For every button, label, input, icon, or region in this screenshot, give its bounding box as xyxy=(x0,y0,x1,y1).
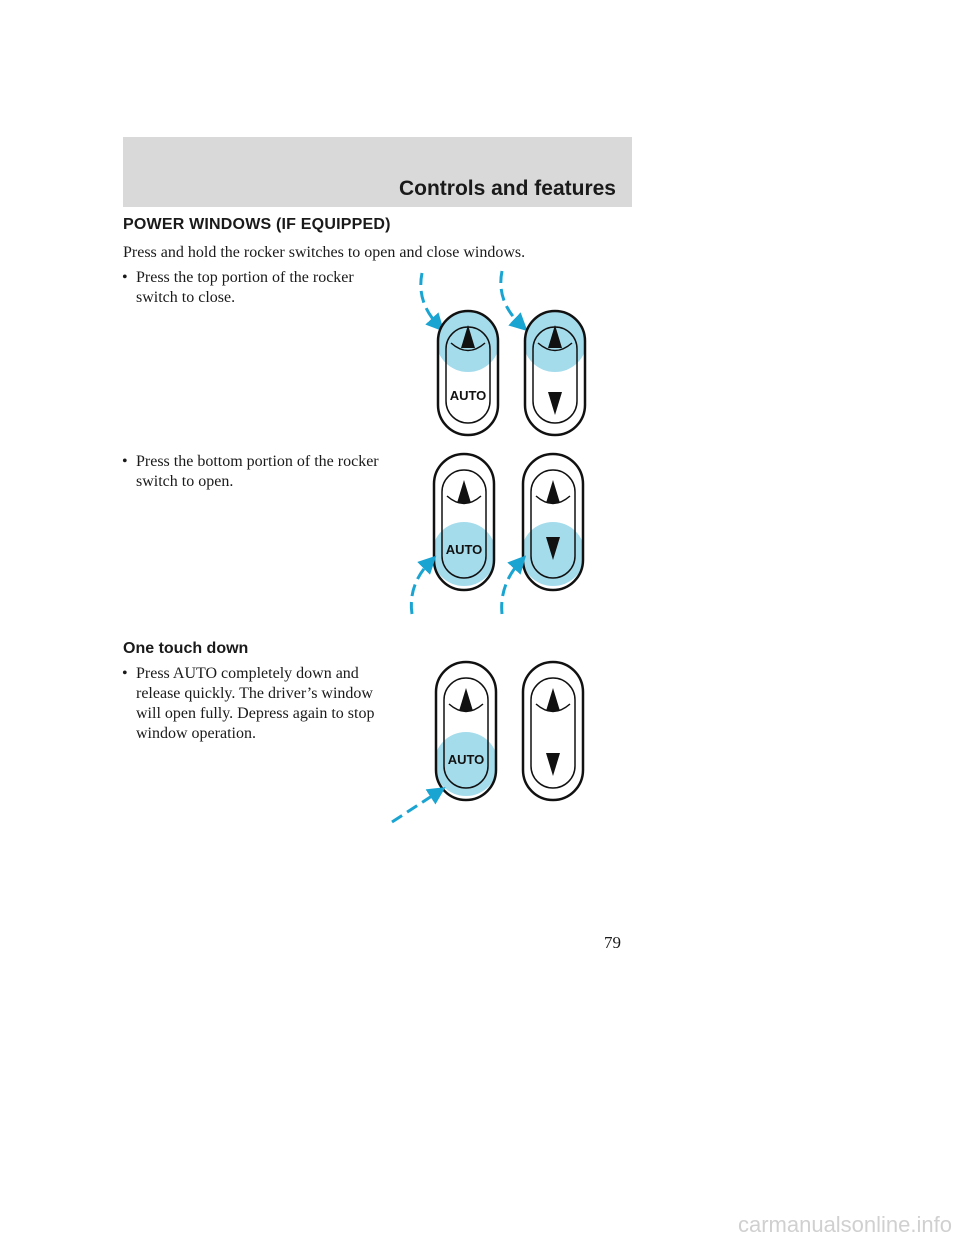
one-touch-title: One touch down xyxy=(123,640,249,657)
auto-label: AUTO xyxy=(449,388,487,403)
page-header xyxy=(123,137,632,207)
auto-label: AUTO xyxy=(445,542,483,557)
switch-diagram-open xyxy=(380,448,610,618)
header-title: Controls and features xyxy=(398,177,616,200)
press-arrow-right xyxy=(502,562,520,614)
watermark: carmanualsonline.info xyxy=(737,1212,952,1237)
switch-diagram-close xyxy=(380,265,610,440)
press-arrow xyxy=(392,792,438,822)
press-arrow-left xyxy=(411,562,430,614)
intro-text: Press and hold the rocker switches to open and close windows. xyxy=(123,244,526,261)
passenger-switch xyxy=(523,662,583,800)
press-arrow-left xyxy=(421,273,438,325)
up-arrow-icon xyxy=(546,688,560,711)
down-arrow-icon xyxy=(548,392,562,415)
bullet-symbol: • xyxy=(122,453,128,470)
section-title: POWER WINDOWS (IF EQUIPPED) xyxy=(123,216,391,233)
bullet-text: Press AUTO completely down and release quickly. The driver’s window will open fully. Depress again to stop window operation. xyxy=(136,665,375,742)
page-number: 79 xyxy=(604,933,621,952)
driver-auto-switch xyxy=(434,662,498,800)
bullet-text: Press the top portion of the rocker switch to close. xyxy=(136,269,354,306)
driver-auto-switch xyxy=(432,454,496,590)
auto-label: AUTO xyxy=(447,752,485,767)
bullet-open xyxy=(122,452,396,492)
driver-auto-switch xyxy=(436,308,500,435)
bullet-one-touch xyxy=(122,664,396,744)
up-arrow-icon xyxy=(546,480,560,503)
up-arrow-icon xyxy=(459,688,473,711)
switch-diagram-one-touch xyxy=(380,658,610,828)
bullet-symbol: • xyxy=(122,269,128,286)
up-arrow-icon xyxy=(457,480,471,503)
passenger-switch xyxy=(523,308,587,435)
bullet-symbol: • xyxy=(122,665,128,682)
bullet-text: Press the bottom portion of the rocker switch to open. xyxy=(136,453,379,490)
press-arrow-right xyxy=(501,271,521,325)
down-arrow-icon xyxy=(546,753,560,776)
passenger-switch xyxy=(521,454,585,590)
bullet-close xyxy=(122,268,396,308)
